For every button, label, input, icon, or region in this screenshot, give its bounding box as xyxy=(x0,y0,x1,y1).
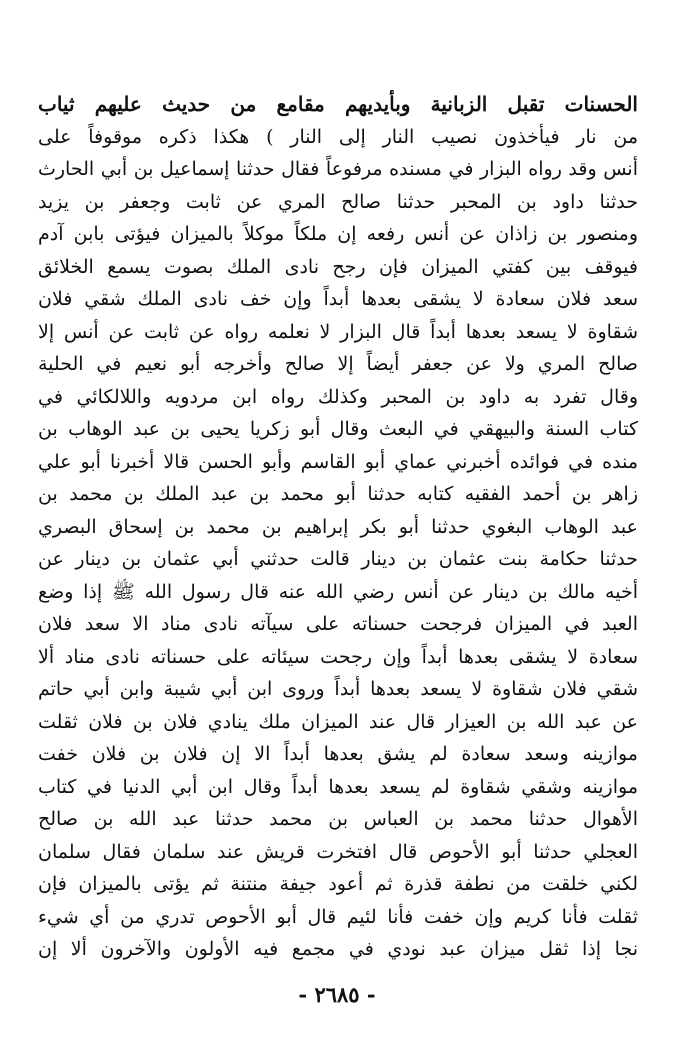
text-line: منده في فوائده أخبرني عماي أبو القاسم وأبو الحسن قالا أخبرنا أبو علي xyxy=(38,450,638,473)
text-line: ثقلت فأنا كريم وإن خفت فأنا لئيم قال أبو الأحوص تدري من أي شيء xyxy=(38,905,638,928)
text-line: عبد الوهاب البغوي حدثنا أبو بكر إبراهيم بن محمد بن إسحاق البصري xyxy=(38,515,638,538)
text-line: العجلي حدثنا أبو الأحوص قال افتخرت قريش عند سلمان فقال سلمان xyxy=(38,840,638,863)
text-line: لكني خلقت من نطفة قذرة ثم أعود جيفة منتنة ثم يؤتى بالميزان فإن xyxy=(38,873,638,895)
text-line: موازينه وسعد سعادة لم يشق بعدها أبداً الا إن فلان بن فلان خفت xyxy=(38,743,638,765)
text-line: زاهر بن أحمد الفقيه كتابه حدثنا أبو محمد بن عبد الملك بن محمد بن xyxy=(38,483,638,505)
text-line: كتاب السنة والبيهقي في البعث وقال أبو زكريا يحيى بن عبد الوهاب بن xyxy=(38,418,638,440)
text-line: أنس وقد رواه البزار في مسنده مرفوعاً فقال حدثنا إسماعيل بن أبي الحارث xyxy=(38,158,638,180)
text-line: فيوقف بين كفتي الميزان فإن رجح نادى الملك بصوت يسمع الخلائق xyxy=(38,255,638,278)
text-line: من نار فيأخذون نصيب النار إلى النار ) هكذا ذكره موقوفاً على xyxy=(38,125,638,148)
text-line: أخيه مالك بن دينار عن أنس رضي الله عنه قال رسول الله ﷺ إذا وضع xyxy=(38,580,638,603)
text-line: نجا إذا ثقل ميزان عبد نودي في مجمع فيه الأولون والآخرون ألا إن xyxy=(38,938,638,960)
text-line: شقاوة لا يسعد بعدها أبداً قال البزار لا نعلمه رواه عن ثابت عن أنس إلا xyxy=(38,320,638,343)
body-text xyxy=(38,88,638,966)
page-number: - ٢٦٨٥ - xyxy=(298,982,376,1007)
text-line: موازينه وشقي شقاوة لم يسعد بعدها أبداً وقال ابن أبي الدنيا في كتاب xyxy=(38,775,638,798)
text-line: سعادة لا يشقى بعدها أبداً وإن رجحت سيئاته على حسناته نادى مناد ألا xyxy=(38,645,638,668)
text-line: الأهوال حدثنا محمد بن العباس بن محمد حدثنا عبد الله بن صالح xyxy=(38,808,638,830)
text-line: شقي فلان شقاوة لا يسعد بعدها أبداً وروى ابن أبي شيبة وابن أبي حاتم xyxy=(38,678,638,700)
text-line: حدثنا داود بن المحبر حدثنا صالح المري عن ثابت وجعفر بن يزيد xyxy=(38,190,638,213)
text-line: الحسنات تقبل الزبانية وبأيديهم مقامع من حديث عليهم ثياب xyxy=(38,92,638,116)
text-line: حدثنا حكامة بنت عثمان بن دينار قالت حدثني أبي عثمان بن دينار عن xyxy=(38,548,638,570)
text-line: العبد في الميزان فرجحت حسناته على سيآته نادى مناد الا سعد فلان xyxy=(38,613,638,635)
text-line: سعد فلان سعادة لا يشقى بعدها أبداً وإن خف نادى الملك شقي فلان xyxy=(38,288,638,310)
text-line: صالح المري ولا عن جعفر أيضاً إلا صالح وأخرجه أبو نعيم في الحلية xyxy=(38,353,638,375)
text-line: وقال تفرد به داود بن المحبر وكذلك رواه ابن مردويه واللالكائي في xyxy=(38,385,638,408)
text-line: ومنصور بن زاذان عن أنس رفعه إن ملكاً موكلاً بالميزان فيؤتى بابن آدم xyxy=(38,223,638,245)
text-line: عن عبد الله بن العيزار قال عند الميزان ملك ينادي فلان بن فلان ثقلت xyxy=(38,710,638,733)
